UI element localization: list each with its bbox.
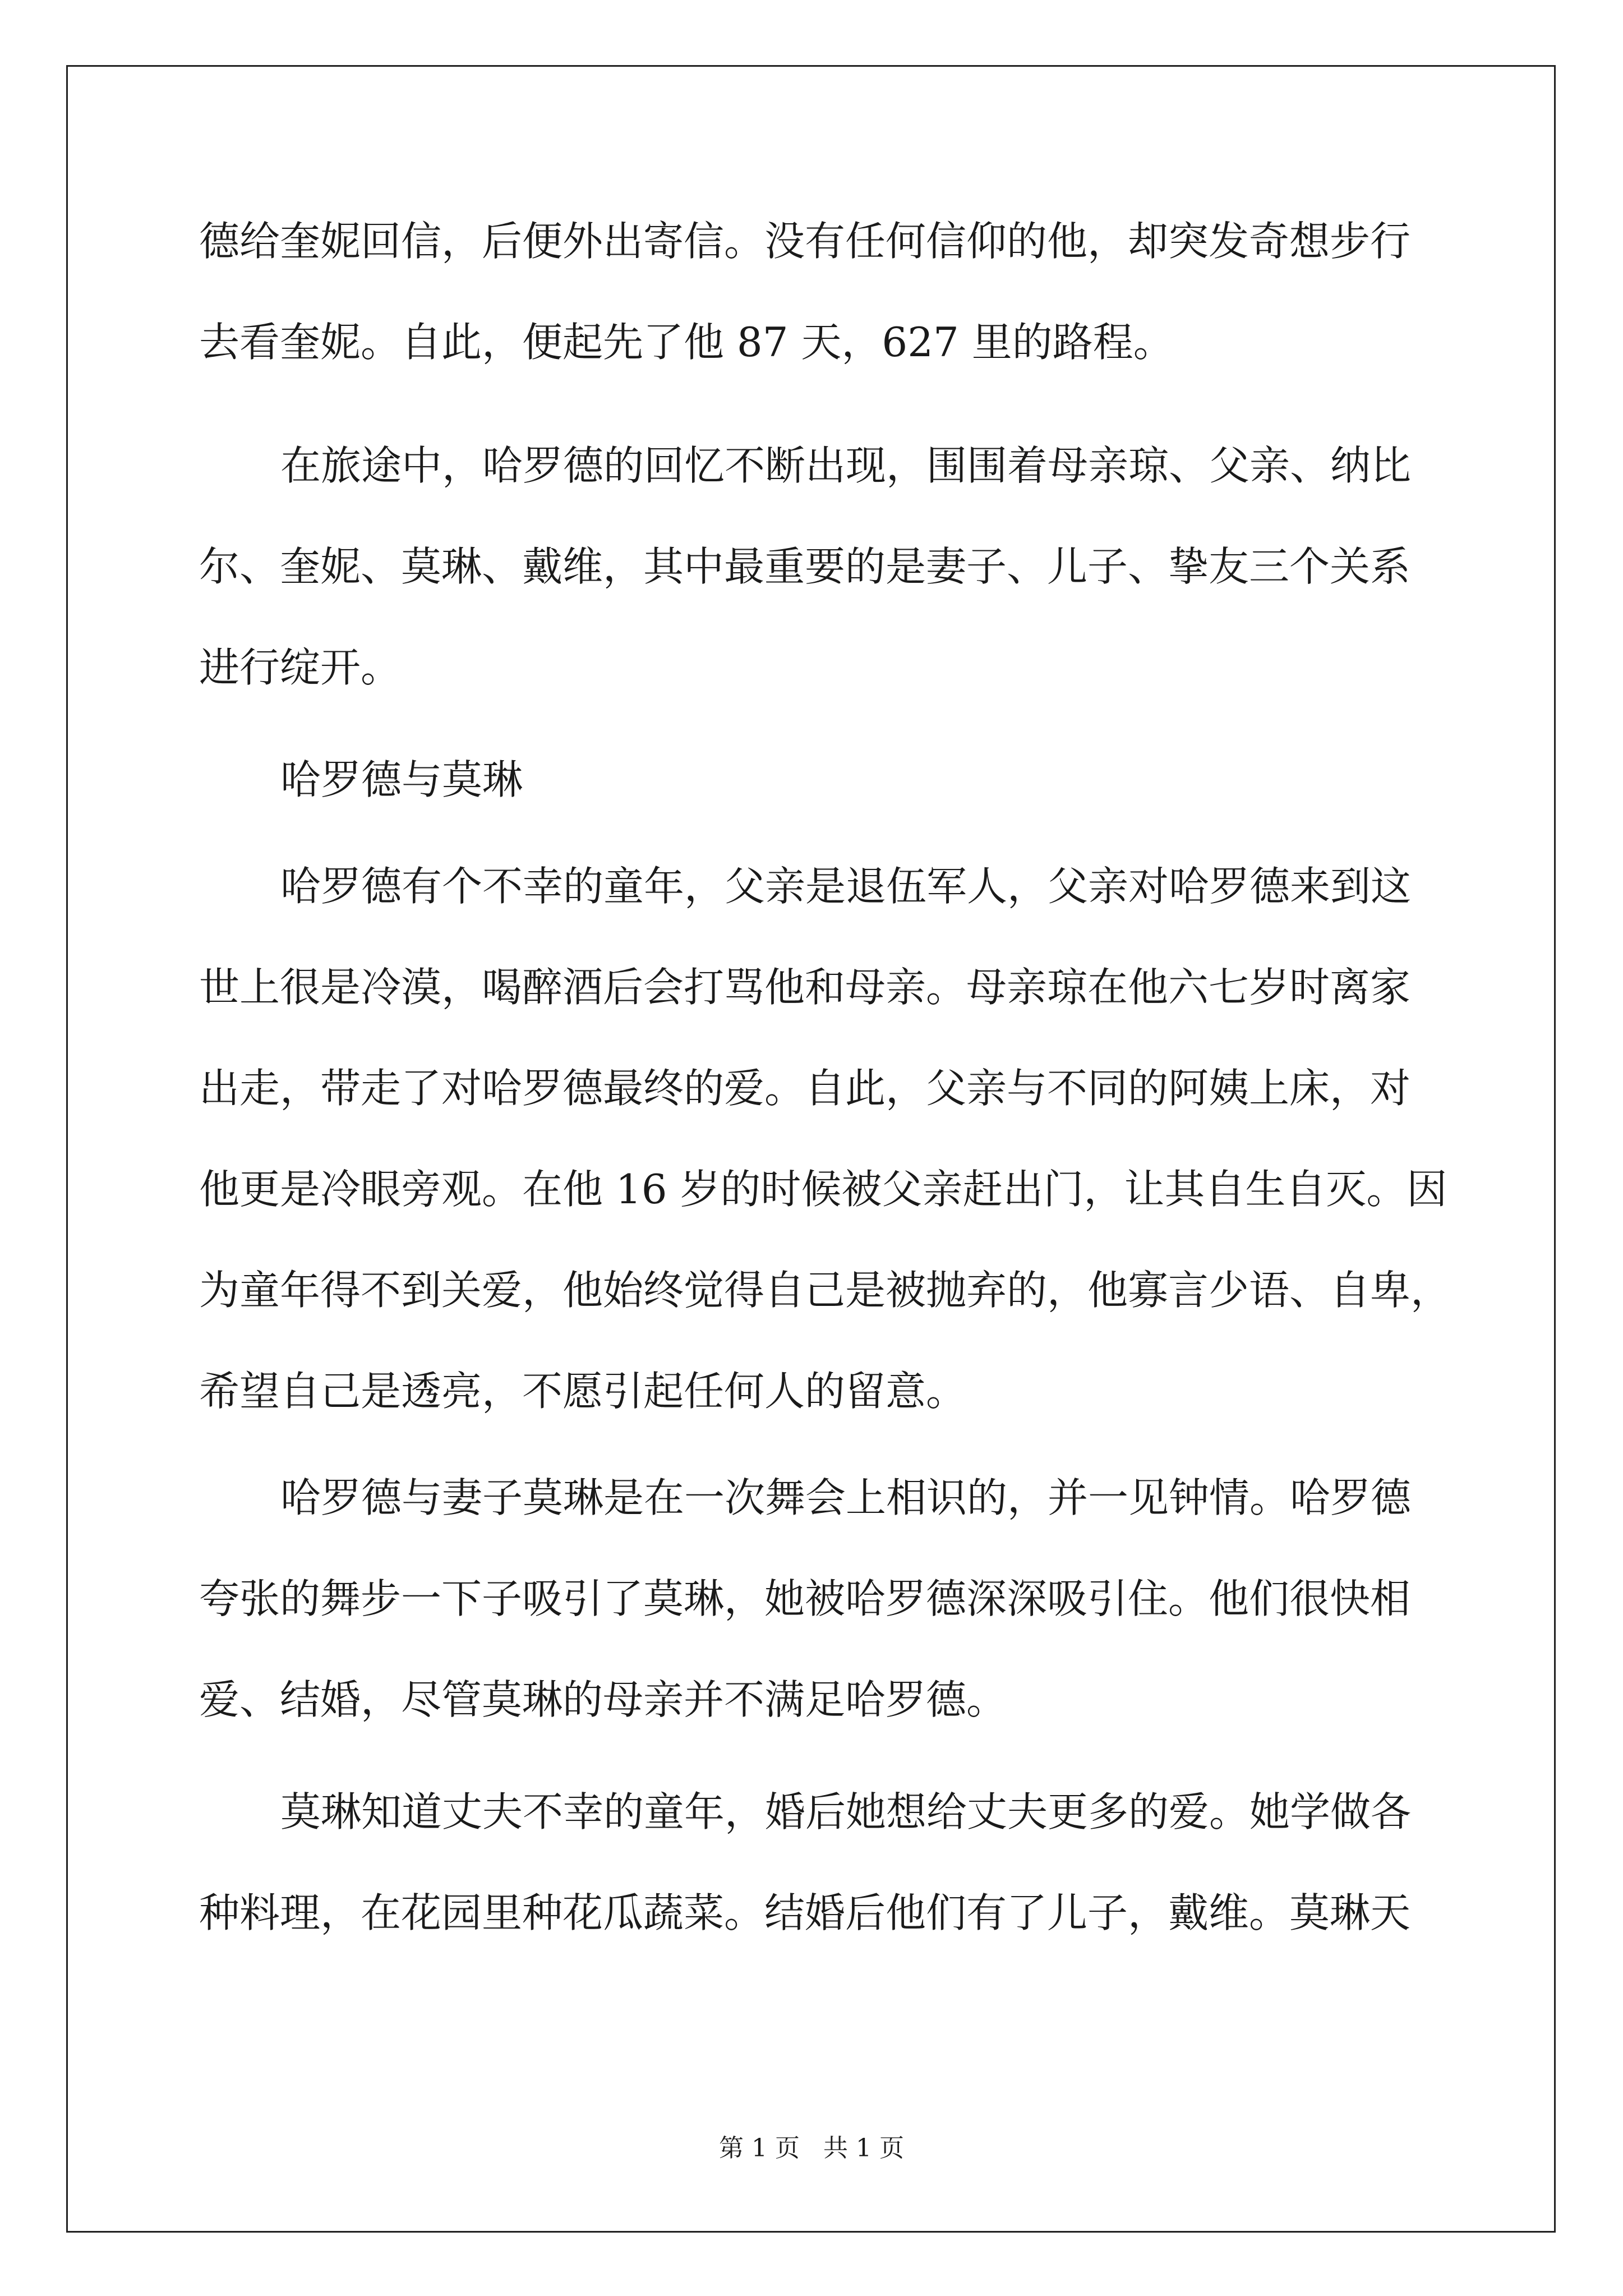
text-line-8: 世上很是冷漠，喝醉酒后会打骂他和母亲。母亲琼在他六七岁时离家 <box>199 964 1411 1011</box>
text-line-2: 去看奎妮。自此，便起先了他 87 天，627 里的路程。 <box>199 319 1174 366</box>
text-line-12: 希望自己是透亮，不愿引起任何人的留意。 <box>199 1368 967 1415</box>
text-line-3: 在旅途中，哈罗德的回忆不断出现，围围着母亲琼、父亲、纳比 <box>280 442 1412 489</box>
section-heading: 哈罗德与莫琳 <box>280 756 523 803</box>
text-line-9: 出走，带走了对哈罗德最终的爱。自此，父亲与不同的阿姨上床，对 <box>199 1065 1411 1112</box>
text-line-16: 莫琳知道丈夫不幸的童年，婚后她想给丈夫更多的爱。她学做各 <box>280 1788 1412 1835</box>
text-line-7: 哈罗德有个不幸的童年，父亲是退伍军人，父亲对哈罗德来到这 <box>280 863 1412 910</box>
page-footer: 第 1 页 共 1 页 <box>719 2134 904 2162</box>
text-line-4: 尔、奎妮、莫琳、戴维，其中最重要的是妻子、儿子、挚友三个关系 <box>199 543 1411 590</box>
text-line-5: 进行绽开。 <box>199 644 402 691</box>
text-line-17: 种料理，在花园里种花瓜蔬菜。结婚后他们有了儿子，戴维。莫琳天 <box>199 1889 1411 1936</box>
text-line-11: 为童年得不到关爱，他始终觉得自己是被抛弃的，他寡言少语、自卑， <box>199 1267 1451 1314</box>
text-line-1: 德给奎妮回信，后便外出寄信。没有任何信仰的他，却突发奇想步行 <box>199 218 1411 265</box>
text-line-15: 爱、结婚，尽管莫琳的母亲并不满足哈罗德。 <box>199 1676 1007 1723</box>
text-line-10: 他更是冷眼旁观。在他 16 岁的时候被父亲赶出门，让其自生自灭。因 <box>199 1166 1447 1213</box>
text-line-14: 夸张的舞步一下子吸引了莫琳，她被哈罗德深深吸引住。他们很快相 <box>199 1575 1411 1622</box>
text-line-13: 哈罗德与妻子莫琳是在一次舞会上相识的，并一见钟情。哈罗德 <box>280 1474 1412 1521</box>
